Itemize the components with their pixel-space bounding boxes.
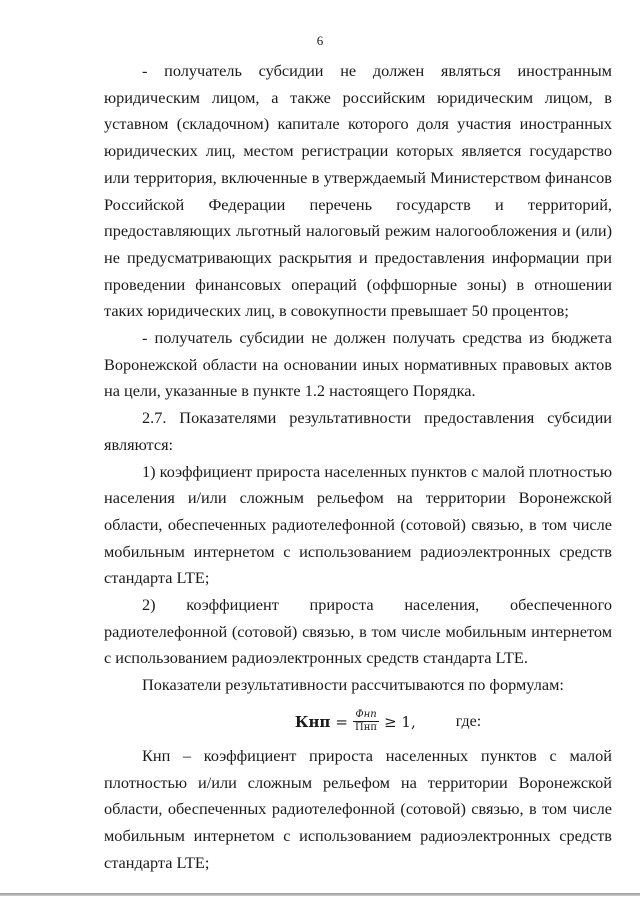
formula-denominator: Пнп bbox=[355, 722, 378, 734]
paragraph-foreign-entity-condition: - получатель субсидии не должен являться иностранным юридическим лицом, а также российским юридическим лицом, в уставном (складочном) капитале которого доля участия иностранных юридических лиц, местом регистрации которых является государство или территория, включенные в утверждаемый Министерством финансов Российской Федерации перечень государств и территорий, предоставляющих льготный налоговый режим налогообложения и (или) не предусматривающих раскрытия и предоставления информации при проведении финансовых операций (оффшорные зоны) в отношении таких юридических лиц, в совокупности превышает 50 процентов; bbox=[104, 61, 612, 321]
paragraph-indicator-2: 2) коэффициент прироста населения, обеспеченного радиотелефонной (сотовой) связью, в том числе мобильным интернетом с использованием радиоэлектронных средств стандарта LTE. bbox=[104, 595, 612, 668]
formula-lhs: Кнп bbox=[294, 712, 331, 731]
paragraph-budget-funds-condition: - получатель субсидии не должен получать средства из бюджета Воронежской области на основании иных нормативных правовых актов на цели, указанные в пункте 1.2 настоящего Порядка. bbox=[104, 328, 612, 401]
scan-edge-line bbox=[0, 893, 640, 896]
paragraph-formulas-intro: Показатели результативности рассчитываются по формулам: bbox=[142, 675, 564, 695]
formula-where: где: bbox=[455, 712, 482, 730]
formula-fraction bbox=[353, 709, 379, 734]
paragraph-section-2-7: 2.7. Показателями результативности предоставления субсидии являются: bbox=[104, 408, 612, 454]
document-body bbox=[104, 58, 612, 876]
paragraph-indicator-1: 1) коэффициент прироста населенных пунктов с малой плотностью населения и/или сложным рельефом на территории Воронежской области, обеспеченных радиотелефонной (сотовой) связью, в том числе мобильным интернетом с использованием радиоэлектронных средств стандарта LTE; bbox=[104, 461, 612, 588]
paragraph-knp-definition: Кнп – коэффициент прироста населенных пунктов с малой плотностью и/или сложным рельефом на территории Воронежской области, обеспеченных радиотелефонной (сотовой) связью, в том числе мобильным интернетом с использованием радиоэлектронных средств стандарта LTE; bbox=[104, 745, 612, 872]
formula-numerator: Фнп bbox=[355, 709, 377, 721]
formula-relation: ≥ 1, bbox=[384, 712, 416, 731]
formula-line bbox=[104, 705, 612, 739]
formula bbox=[295, 709, 416, 736]
page-number: 6 bbox=[316, 33, 324, 48]
formula-equals: = bbox=[335, 712, 348, 731]
